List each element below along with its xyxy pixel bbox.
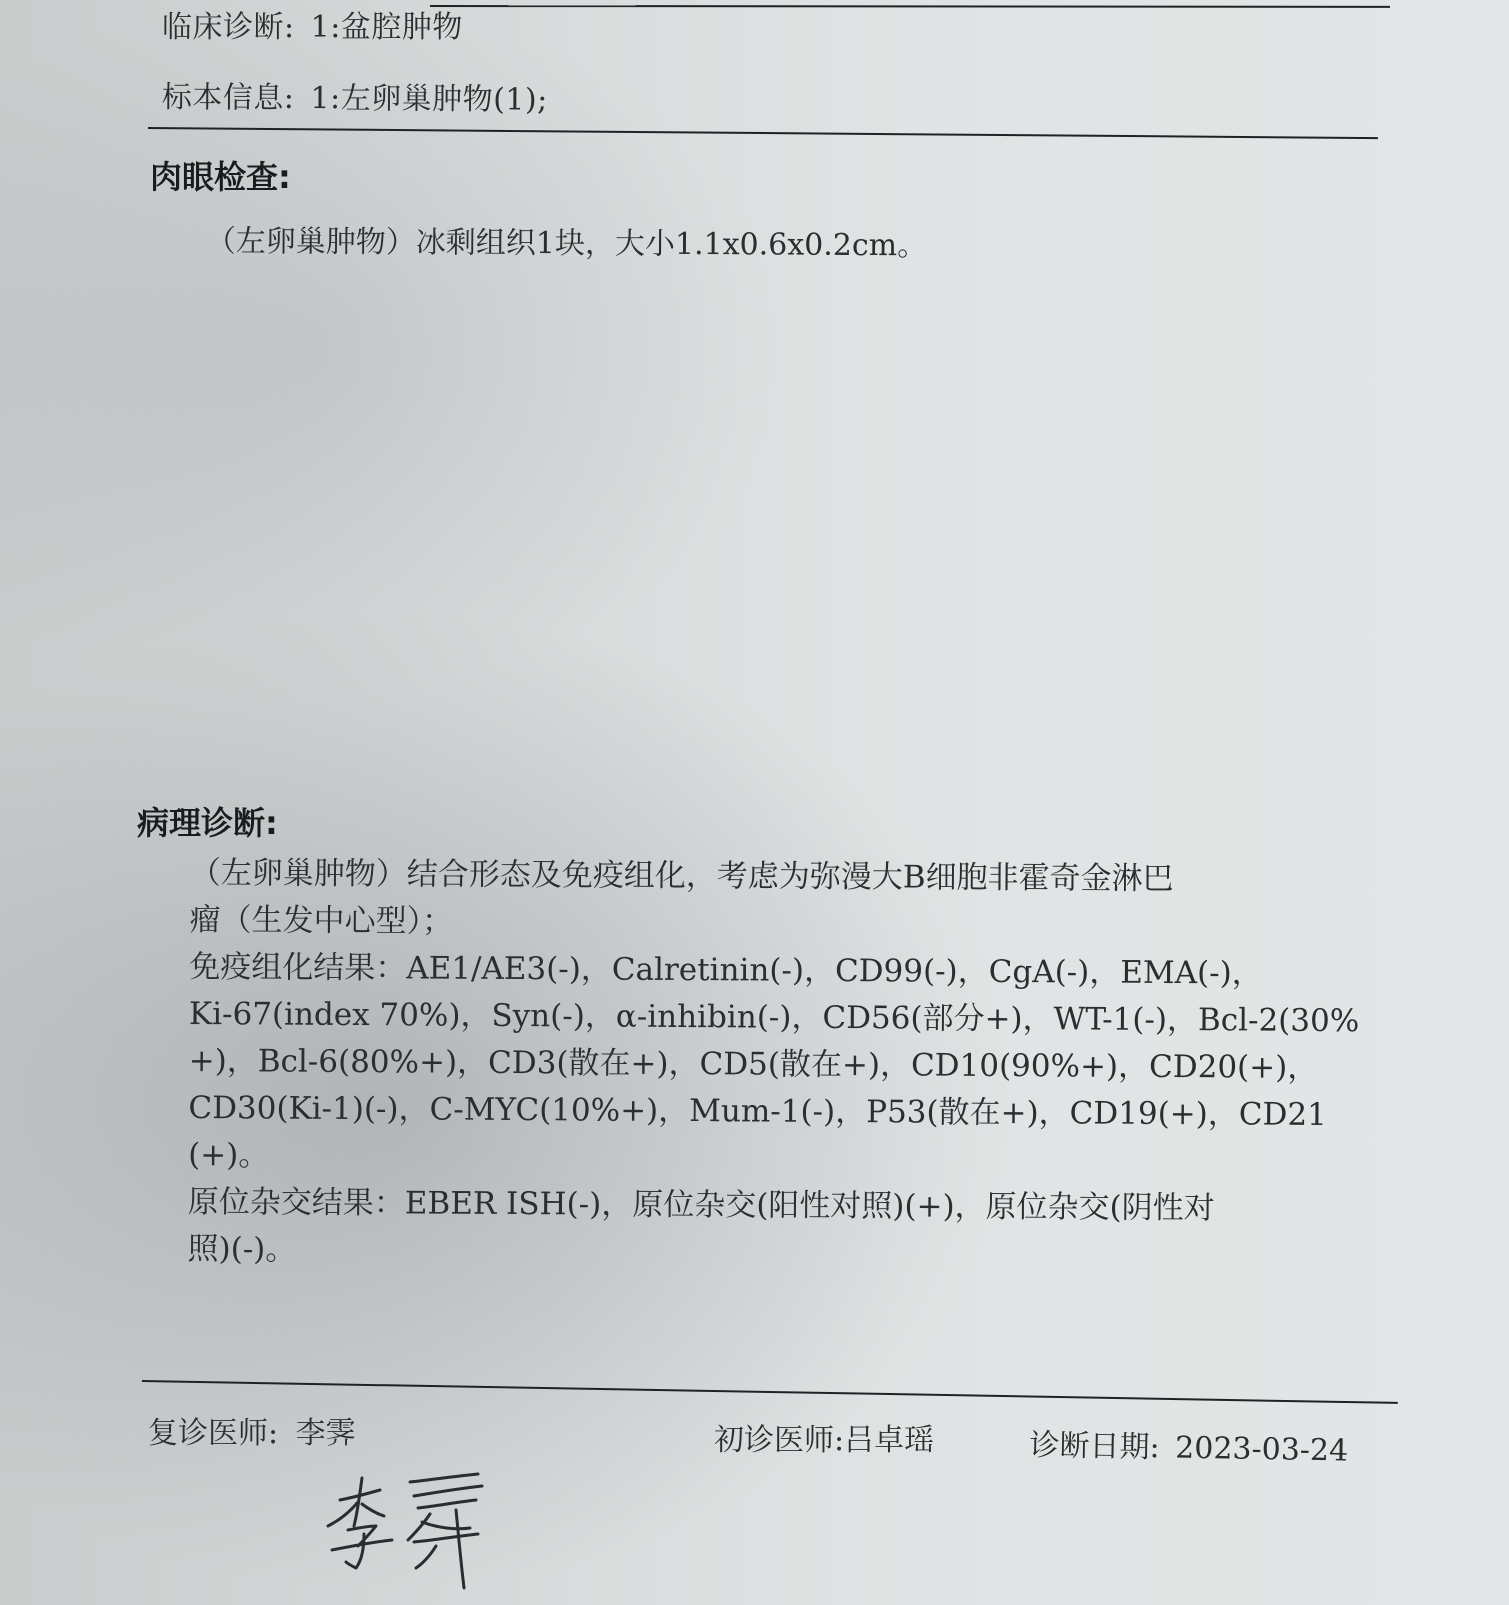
footer-divider [142,1380,1398,1404]
gross-exam-title: 肉眼检查: [150,158,291,196]
specimen-info-label: 标本信息: [161,79,295,116]
specimen-info-row [162,72,548,119]
diagnosis-line: 照)(-)。 [187,1230,297,1268]
diagnosis-line: CD30(Ki-1)(-)，C-MYC(10%+)，Mum-1(-)，P53(散在+)，CD19(+)，CD21 [188,1089,1327,1133]
initial-doctor [714,1415,934,1459]
diagnosis-line: 免疫组化结果：AE1/AE3(-)，Calretinin(-)，CD99(-)，CgA(-)，EMA(-)， [189,948,1263,992]
diagnosis-line: （左卵巢肿物）结合形态及免疫组化，考虑为弥漫大B细胞非霍奇金淋巴 [189,854,1174,898]
initial-doctor-name: 吕卓瑶 [844,1423,935,1458]
diagnosis-line: +)，Bcl-6(80%+)，CD3(散在+)，CD5(散在+)，CD10(90%+)，CD20(+)， [188,1042,1319,1086]
review-doctor [148,1408,356,1452]
handwritten-signature [318,1470,498,1590]
diagnosis-line: (+)。 [188,1136,270,1174]
gross-exam-text: （左卵巢肿物）冰剩组织1块，大小1.1x0.6x0.2cm。 [205,223,928,264]
initial-doctor-label: 初诊医师: [714,1423,845,1458]
clinical-diagnosis-label: 临床诊断: [162,10,295,45]
diagnosis-date-value: 2023-03-24 [1174,1430,1349,1469]
diagnosis-line: 瘤（生发中心型）； [189,901,454,940]
diagnosis-line: Ki-67(index 70%)，Syn(-)，α-inhibin(-)，CD56(部分+)，WT-1(-)，Bcl-2(30% [188,995,1360,1040]
top-divider [430,5,1390,8]
clinical-diagnosis-row [162,2,463,46]
review-doctor-label: 复诊医师: [148,1416,279,1451]
pathology-diagnosis-text [187,850,1360,1280]
header-divider [148,127,1378,139]
specimen-info-value: 1:左卵巢肿物(1); [310,81,548,118]
diagnosis-line: 原位杂交结果：EBER ISH(-)，原位杂交(阳性对照)(+)，原位杂交(阴性对 [187,1183,1215,1227]
diagnosis-date-label: 诊断日期: [1029,1427,1160,1466]
review-doctor-name: 李霁 [295,1416,356,1451]
diagnosis-date [1029,1420,1348,1470]
pathology-diagnosis-title: 病理诊断: [137,804,278,842]
clinical-diagnosis-value: 1:盆腔肿物 [310,10,463,45]
